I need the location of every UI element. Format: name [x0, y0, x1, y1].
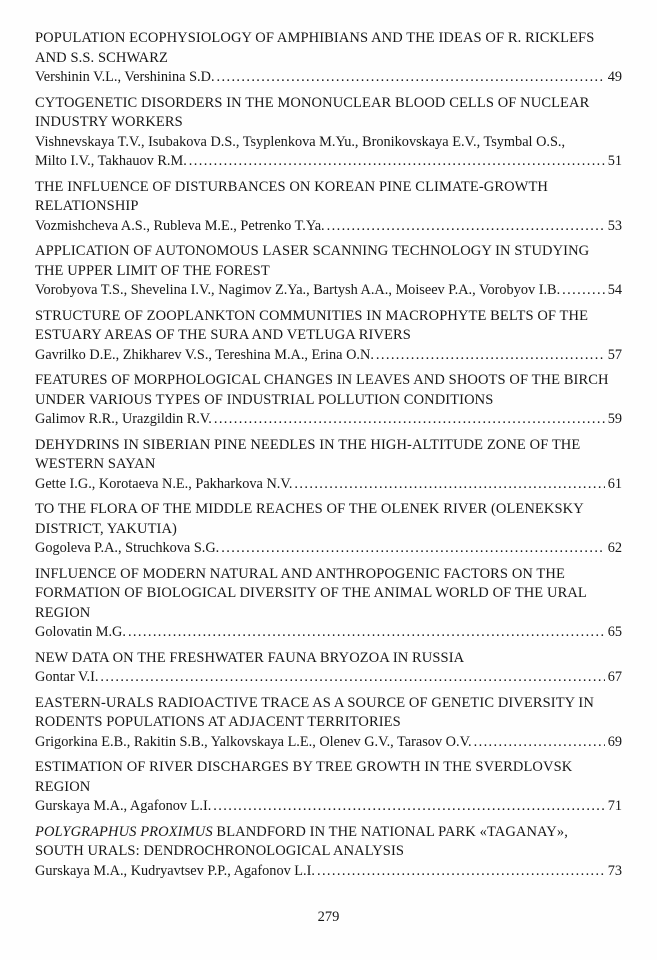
entry-title-segment: THE UPPER LIMIT OF THE FOREST — [35, 262, 270, 279]
entry-authors: Milto I.V., Takhauov R.M. — [35, 153, 187, 169]
entry-title-line — [35, 713, 622, 733]
entry-page-number: 67 — [607, 669, 622, 685]
dot-leader — [128, 623, 605, 643]
entry-authors-block — [35, 539, 622, 559]
entry-title-line — [35, 307, 622, 327]
entry-title-segment: TO THE FLORA OF THE MIDDLE REACHES OF THE OLENEK RIVER (OLENEKSKY — [35, 501, 584, 517]
entry-authors-line — [35, 217, 622, 237]
entry-title-segment: POPULATION ECOPHYSIOLOGY OF AMPHIBIANS AND THE IDEAS OF R. RICKLEFS — [35, 30, 595, 46]
entry-title — [35, 178, 622, 217]
toc-entry — [35, 242, 622, 301]
entry-title — [35, 242, 622, 281]
entry-authors-line — [35, 733, 622, 753]
entry-page-number: 54 — [607, 282, 622, 298]
entry-title-segment: DISTRICT, YAKUTIA) — [35, 520, 177, 537]
entry-title-line — [35, 197, 622, 217]
dot-leader — [562, 281, 605, 301]
entry-title-segment: BLANDFORD IN THE NATIONAL PARK «TAGANAY», — [212, 823, 568, 840]
entry-authors: Vorobyova T.S., Shevelina I.V., Nagimov Z.Ya., Bartysh A.A., Moiseev P.A., Vorobyov I.B. — [35, 282, 561, 298]
entry-title-line — [35, 823, 622, 843]
entry-authors-block — [35, 281, 622, 301]
entry-title-line — [35, 436, 622, 456]
dot-leader — [474, 733, 605, 753]
dot-leader — [294, 475, 604, 495]
entry-title-segment: RODENTS POPULATIONS AT ADJACENT TERRITORIES — [35, 714, 401, 730]
entry-authors: Gurskaya M.A., Kudryavtsev P.P., Agafonov L.I. — [35, 862, 315, 879]
entry-title-segment: INFLUENCE OF MODERN NATURAL AND ANTHROPOGENIC FACTORS ON THE — [35, 565, 565, 582]
entry-title-line — [35, 455, 622, 475]
entry-title-segment: CYTOGENETIC DISORDERS IN THE MONONUCLEAR BLOOD CELLS OF NUCLEAR — [35, 94, 590, 111]
entry-title-segment: WESTERN SAYAN — [35, 456, 156, 472]
entry-authors-block — [35, 862, 622, 882]
entry-title-segment: INDUSTRY WORKERS — [35, 114, 183, 130]
entry-title-line — [35, 391, 622, 411]
entry-title-segment: EASTERN-URALS RADIOACTIVE TRACE AS A SOURCE OF GENETIC DIVERSITY IN — [35, 694, 594, 711]
entry-page-number: 61 — [607, 475, 622, 492]
toc-entry — [35, 371, 622, 430]
entry-authors-line — [35, 152, 622, 172]
entry-authors-block — [35, 475, 622, 495]
toc-entry — [35, 307, 622, 366]
entry-title-line — [35, 758, 622, 778]
entry-title-segment: ESTIMATION OF RIVER DISCHARGES BY TREE GROWTH IN THE SVERDLOVSK — [35, 759, 573, 775]
entry-authors-block — [35, 733, 622, 753]
entry-title-line — [35, 326, 622, 346]
entry-title-segment: REGION — [35, 604, 91, 621]
toc-list — [35, 29, 622, 881]
entry-authors: Gurskaya M.A., Agafonov L.I. — [35, 798, 212, 814]
toc-entry — [35, 565, 622, 643]
entry-authors-line — [35, 68, 622, 88]
entry-authors: Vozmishcheva A.S., Rubleva M.E., Petrenko T.Ya. — [35, 217, 325, 234]
entry-authors-line — [35, 281, 622, 301]
dot-leader — [376, 346, 605, 366]
entry-authors-block — [35, 410, 622, 430]
entry-authors-line — [35, 862, 622, 882]
entry-title-line — [35, 242, 622, 262]
entry-title-line — [35, 520, 622, 540]
toc-entry — [35, 823, 622, 882]
dot-leader — [213, 797, 604, 817]
entry-authors-line — [35, 668, 622, 688]
entry-authors: Vershinin V.L., Vershinina S.D. — [35, 69, 215, 85]
dot-leader — [214, 410, 605, 430]
entry-page-number: 69 — [607, 733, 622, 750]
entry-authors-block — [35, 797, 622, 817]
entry-page-number: 62 — [607, 540, 622, 556]
entry-title-line — [35, 694, 622, 714]
entry-title-segment: UNDER VARIOUS TYPES OF INDUSTRIAL POLLUTION CONDITIONS — [35, 391, 494, 408]
entry-authors: Gette I.G., Korotaeva N.E., Pakharkova N.V. — [35, 475, 293, 492]
entry-title-line — [35, 49, 622, 69]
entry-title-segment: REGION — [35, 778, 91, 795]
entry-authors-line — [35, 539, 622, 559]
entry-title-line — [35, 565, 622, 585]
entry-title — [35, 307, 622, 346]
toc-entry — [35, 649, 622, 688]
entry-title-segment: RELATIONSHIP — [35, 198, 139, 214]
dot-leader — [317, 862, 605, 882]
entry-authors: Vishnevskaya T.V., Isubakova D.S., Tsyplenkova M.Yu., Bronikovskaya E.V., Tsymbal O.S., — [35, 133, 566, 150]
entry-page-number: 59 — [607, 411, 622, 427]
entry-page-number: 51 — [607, 153, 622, 169]
entry-title-line — [35, 649, 622, 669]
entry-title-segment: DEHYDRINS IN SIBERIAN PINE NEEDLES IN THE HIGH-ALTITUDE ZONE OF THE — [35, 436, 581, 453]
dot-leader — [327, 217, 605, 237]
entry-page-number: 53 — [607, 217, 622, 234]
entry-authors: Golovatin M.G. — [35, 624, 126, 640]
entry-authors-line — [35, 410, 622, 430]
entry-authors: Gavrilko D.E., Zhikharev V.S., Tereshina M.A., Erina O.N. — [35, 346, 374, 363]
page-number-footer: 279 — [317, 909, 340, 925]
entry-title-segment: NEW DATA ON THE FRESHWATER FAUNA BRYOZOA IN RUSSIA — [35, 649, 465, 666]
entry-authors-block — [35, 623, 622, 643]
dot-leader — [189, 152, 605, 172]
entry-title — [35, 371, 622, 410]
entry-authors: Grigorkina E.B., Rakitin S.B., Yalkovskaya L.E., Olenev G.V., Tarasov O.V. — [35, 733, 472, 750]
entry-title-line — [35, 778, 622, 798]
entry-title — [35, 436, 622, 475]
entry-title — [35, 565, 622, 624]
entry-title-line — [35, 262, 622, 282]
entry-title-line — [35, 584, 622, 604]
toc-entry — [35, 94, 622, 172]
entry-authors-block — [35, 346, 622, 366]
entry-title-line — [35, 500, 622, 520]
entry-title — [35, 823, 622, 862]
entry-page-number: 65 — [607, 624, 622, 640]
entry-authors-line — [35, 797, 622, 817]
entry-title-segment: ESTUARY AREAS OF THE SURA AND VETLUGA RIVERS — [35, 327, 411, 343]
entry-title-line — [35, 178, 622, 198]
entry-authors: Gogoleva P.A., Struchkova S.G. — [35, 540, 220, 556]
entry-title-segment: FEATURES OF MORPHOLOGICAL CHANGES IN LEAVES AND SHOOTS OF THE BIRCH — [35, 372, 609, 388]
entry-authors: Galimov R.R., Urazgildin R.V. — [35, 411, 212, 427]
entry-authors: Gontar V.I. — [35, 669, 99, 685]
entry-title-segment: APPLICATION OF AUTONOMOUS LASER SCANNING TECHNOLOGY IN STUDYING — [35, 243, 590, 259]
entry-title-segment: THE INFLUENCE OF DISTURBANCES ON KOREAN PINE CLIMATE-GROWTH — [35, 178, 548, 195]
entry-authors-block — [35, 68, 622, 88]
entry-authors-line — [35, 623, 622, 643]
toc-entry — [35, 758, 622, 817]
entry-title — [35, 649, 622, 669]
entry-title-italic-segment: POLYGRAPHUS PROXIMUS — [35, 823, 213, 840]
dot-leader — [217, 68, 605, 88]
entry-page-number: 49 — [607, 69, 622, 85]
entry-authors-line — [35, 475, 622, 495]
entry-authors-line — [35, 346, 622, 366]
toc-entry — [35, 694, 622, 753]
entry-authors-block — [35, 668, 622, 688]
entry-title — [35, 758, 622, 797]
toc-entry — [35, 178, 622, 237]
entry-page-number: 73 — [607, 862, 622, 879]
entry-title-line — [35, 94, 622, 114]
toc-entry — [35, 29, 622, 88]
dot-leader — [100, 668, 604, 688]
toc-entry — [35, 436, 622, 495]
entry-title-segment: AND S.S. SCHWARZ — [35, 49, 168, 66]
entry-title-segment: FORMATION OF BIOLOGICAL DIVERSITY OF THE ANIMAL WORLD OF THE URAL — [35, 585, 587, 601]
entry-title-segment: STRUCTURE OF ZOOPLANKTON COMMUNITIES IN MACROPHYTE BELTS OF THE — [35, 307, 589, 324]
entry-title — [35, 29, 622, 68]
dot-leader — [221, 539, 604, 559]
entry-authors-block — [35, 217, 622, 237]
entry-authors-block — [35, 133, 622, 172]
entry-title-segment: SOUTH URALS: DENDROCHRONOLOGICAL ANALYSIS — [35, 843, 405, 859]
entry-title-line — [35, 113, 622, 133]
entry-title-line — [35, 604, 622, 624]
entry-title — [35, 500, 622, 539]
entry-page-number: 57 — [607, 346, 622, 363]
toc-entry — [35, 500, 622, 559]
entry-title — [35, 94, 622, 133]
entry-title — [35, 694, 622, 733]
entry-title-line — [35, 842, 622, 862]
entry-title-line — [35, 371, 622, 391]
entry-page-number: 71 — [607, 798, 622, 814]
entry-title-line — [35, 29, 622, 49]
